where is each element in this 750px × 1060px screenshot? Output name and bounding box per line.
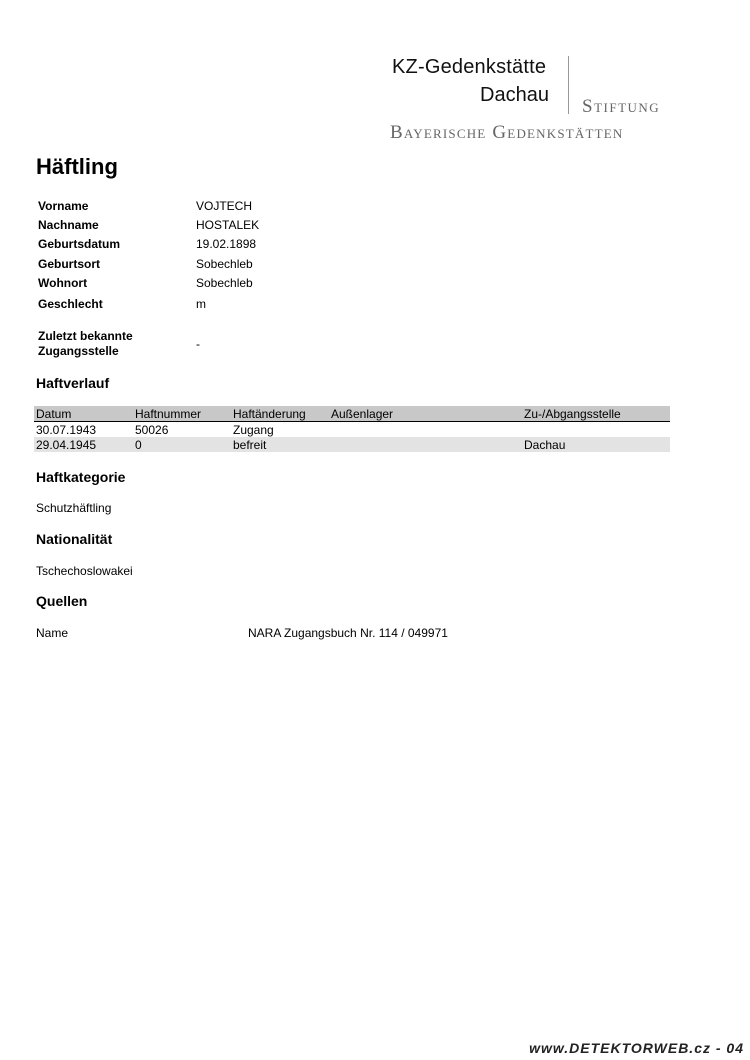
logo-divider xyxy=(568,56,569,114)
column-header-haftaenderung: Haftänderung xyxy=(231,406,329,422)
column-header-zu-abgangsstelle: Zu-/Abgangsstelle xyxy=(522,406,670,422)
table-row xyxy=(34,437,670,452)
wohnort-value: Sobechleb xyxy=(196,276,253,290)
logo-stiftung: Stiftung xyxy=(582,96,661,117)
wohnort-label: Wohnort xyxy=(38,276,88,290)
table-cell-haftnummer: 50026 xyxy=(135,422,169,437)
haftverlauf-heading: Haftverlauf xyxy=(36,375,110,391)
table-cell-aussenlager xyxy=(329,437,522,452)
geburtsdatum-value: 19.02.1898 xyxy=(196,237,257,251)
table-cell-haftnummer: 0 xyxy=(133,437,231,452)
geschlecht-label: Geschlecht xyxy=(38,297,103,311)
page-title: Häftling xyxy=(36,154,118,179)
logo-line-2: Dachau xyxy=(480,84,549,106)
table-cell-aussenlager xyxy=(329,422,522,438)
zugangsstelle-label-line-2: Zugangsstelle xyxy=(38,344,119,358)
nationalitaet-value: Tschechoslowakei xyxy=(36,564,133,578)
table-header-row xyxy=(34,406,670,422)
geburtsdatum-label: Geburtsdatum xyxy=(38,237,121,251)
logo-line-1: KZ-Gedenkstätte xyxy=(392,56,547,78)
zugangsstelle-value: - xyxy=(196,337,200,351)
table-cell-datum: 30.07.1943 xyxy=(36,422,97,437)
geschlecht-value: m xyxy=(196,297,206,311)
quellen-heading: Quellen xyxy=(36,593,88,609)
geburtsort-value: Sobechleb xyxy=(196,257,253,271)
column-header-aussenlager: Außenlager xyxy=(329,406,522,422)
table-cell-haftaenderung: befreit xyxy=(231,437,329,452)
nationalitaet-heading: Nationalität xyxy=(36,531,113,547)
nachname-value: HOSTALEK xyxy=(196,218,260,232)
nachname-label: Nachname xyxy=(38,218,99,232)
quellen-value: NARA Zugangsbuch Nr. 114 / 049971 xyxy=(248,626,448,640)
column-header-datum: Datum xyxy=(34,406,133,422)
quellen-label: Name xyxy=(36,626,69,640)
haftkategorie-heading: Haftkategorie xyxy=(36,469,126,485)
vorname-label: Vorname xyxy=(38,199,89,213)
geburtsort-label: Geburtsort xyxy=(38,257,101,271)
logo-bayerische-gedenkstaetten: Bayerische Gedenkstätten xyxy=(390,122,624,143)
table-cell-datum: 29.04.1945 xyxy=(34,437,133,452)
vorname-value: VOJTECH xyxy=(196,199,253,213)
table-row xyxy=(34,422,670,438)
table-cell-zu-abgangsstelle xyxy=(522,422,670,438)
haftkategorie-value: Schutzhäftling xyxy=(36,501,112,515)
column-header-haftnummer: Haftnummer xyxy=(133,406,231,422)
table-cell-zu-abgangsstelle: Dachau xyxy=(522,437,670,452)
watermark: www.DETEKTORWEB.cz - 04 xyxy=(529,1040,744,1056)
zugangsstelle-label-line-1: Zuletzt bekannte xyxy=(38,329,133,343)
haftverlauf-table xyxy=(34,406,670,452)
table-cell-haftaenderung: Zugang xyxy=(233,422,274,437)
